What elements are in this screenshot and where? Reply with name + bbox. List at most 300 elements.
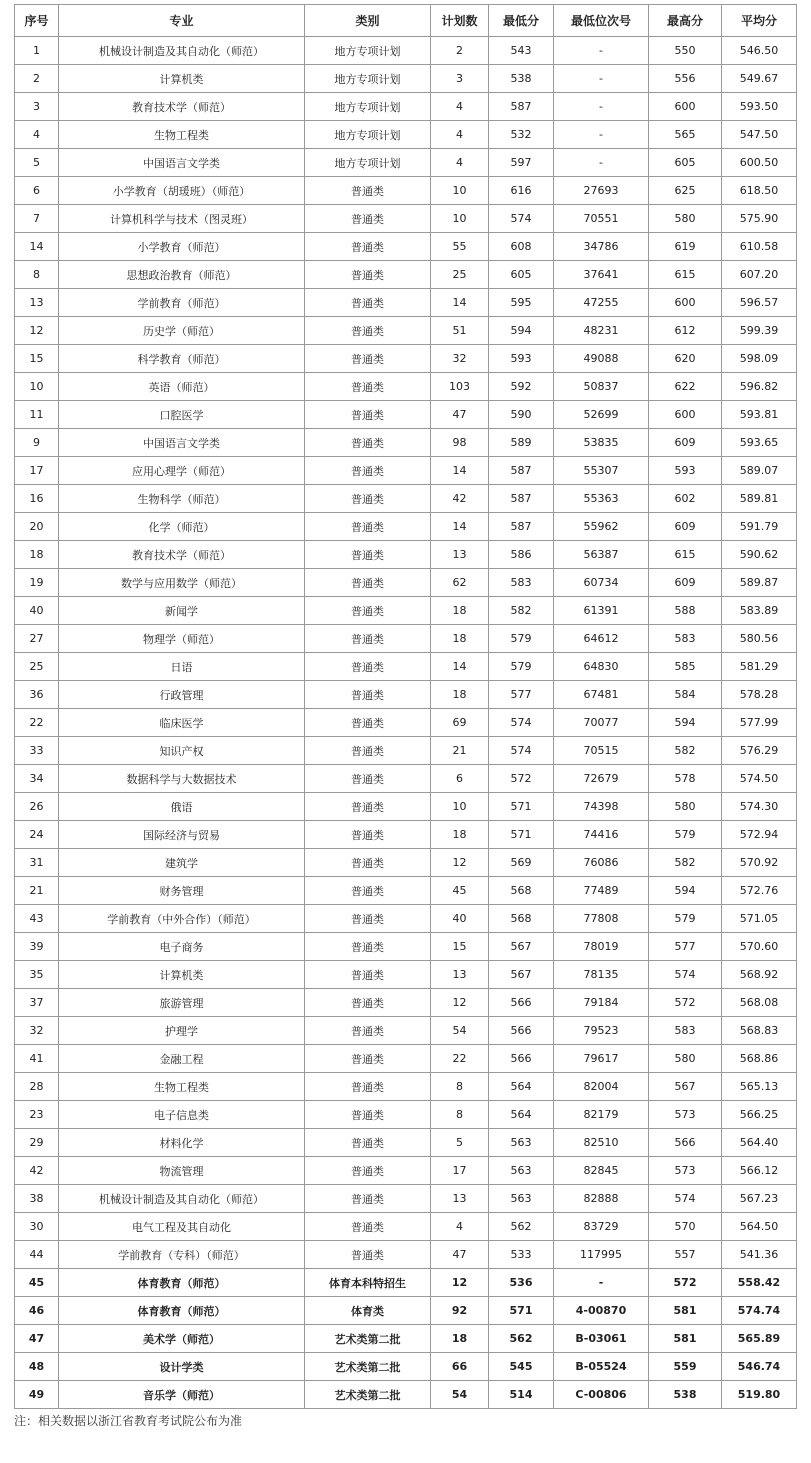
table-row xyxy=(15,1269,797,1297)
cell-index: 19 xyxy=(15,569,59,597)
cell-avg-score: 590.62 xyxy=(722,541,797,569)
cell-plan-count: 10 xyxy=(431,793,489,821)
table-row xyxy=(15,205,797,233)
cell-min-score: 589 xyxy=(489,429,554,457)
cell-plan-count: 18 xyxy=(431,1325,489,1353)
cell-min-rank: 55363 xyxy=(554,485,649,513)
cell-index: 42 xyxy=(15,1157,59,1185)
cell-category: 普通类 xyxy=(305,1129,431,1157)
cell-avg-score: 589.07 xyxy=(722,457,797,485)
table-row xyxy=(15,541,797,569)
cell-plan-count: 6 xyxy=(431,765,489,793)
cell-major: 应用心理学（师范） xyxy=(59,457,305,485)
cell-min-score: 592 xyxy=(489,373,554,401)
cell-max-score: 579 xyxy=(649,905,722,933)
cell-category: 普通类 xyxy=(305,541,431,569)
cell-plan-count: 18 xyxy=(431,625,489,653)
table-row xyxy=(15,401,797,429)
cell-category: 普通类 xyxy=(305,625,431,653)
cell-avg-score: 610.58 xyxy=(722,233,797,261)
cell-min-rank: 55307 xyxy=(554,457,649,485)
cell-avg-score: 572.76 xyxy=(722,877,797,905)
cell-category: 普通类 xyxy=(305,1073,431,1101)
cell-max-score: 615 xyxy=(649,261,722,289)
cell-max-score: 573 xyxy=(649,1157,722,1185)
cell-min-score: 582 xyxy=(489,597,554,625)
cell-major: 物流管理 xyxy=(59,1157,305,1185)
cell-min-score: 563 xyxy=(489,1185,554,1213)
cell-plan-count: 32 xyxy=(431,345,489,373)
cell-avg-score: 593.50 xyxy=(722,93,797,121)
cell-max-score: 588 xyxy=(649,597,722,625)
table-row xyxy=(15,1381,797,1409)
cell-category: 普通类 xyxy=(305,289,431,317)
cell-category: 普通类 xyxy=(305,1017,431,1045)
cell-min-score: 605 xyxy=(489,261,554,289)
cell-min-score: 571 xyxy=(489,793,554,821)
cell-major: 计算机类 xyxy=(59,65,305,93)
cell-plan-count: 42 xyxy=(431,485,489,513)
cell-min-rank: C-00806 xyxy=(554,1381,649,1409)
table-row xyxy=(15,681,797,709)
cell-min-score: 579 xyxy=(489,653,554,681)
table-row xyxy=(15,989,797,1017)
cell-plan-count: 14 xyxy=(431,457,489,485)
cell-avg-score: 574.50 xyxy=(722,765,797,793)
cell-max-score: 583 xyxy=(649,625,722,653)
cell-category: 普通类 xyxy=(305,317,431,345)
cell-max-score: 577 xyxy=(649,933,722,961)
cell-avg-score: 577.99 xyxy=(722,709,797,737)
cell-avg-score: 570.60 xyxy=(722,933,797,961)
cell-index: 23 xyxy=(15,1101,59,1129)
cell-min-rank: 34786 xyxy=(554,233,649,261)
cell-major: 学前教育（专科）（师范） xyxy=(59,1241,305,1269)
cell-major: 中国语言文学类 xyxy=(59,149,305,177)
header-cell-plan-count: 计划数 xyxy=(431,5,489,37)
cell-min-rank: 82845 xyxy=(554,1157,649,1185)
cell-max-score: 585 xyxy=(649,653,722,681)
cell-min-rank: 79523 xyxy=(554,1017,649,1045)
cell-major: 美术学（师范） xyxy=(59,1325,305,1353)
cell-index: 22 xyxy=(15,709,59,737)
cell-category: 艺术类第二批 xyxy=(305,1325,431,1353)
header-cell-min-score: 最低分 xyxy=(489,5,554,37)
cell-category: 普通类 xyxy=(305,1185,431,1213)
cell-avg-score: 564.50 xyxy=(722,1213,797,1241)
cell-max-score: 550 xyxy=(649,37,722,65)
cell-avg-score: 593.65 xyxy=(722,429,797,457)
cell-min-score: 586 xyxy=(489,541,554,569)
cell-max-score: 583 xyxy=(649,1017,722,1045)
cell-plan-count: 55 xyxy=(431,233,489,261)
cell-min-rank: 64612 xyxy=(554,625,649,653)
cell-category: 地方专项计划 xyxy=(305,121,431,149)
cell-max-score: 581 xyxy=(649,1325,722,1353)
cell-min-score: 566 xyxy=(489,1017,554,1045)
cell-avg-score: 546.74 xyxy=(722,1353,797,1381)
cell-min-rank: 82004 xyxy=(554,1073,649,1101)
cell-category: 地方专项计划 xyxy=(305,37,431,65)
table-row xyxy=(15,513,797,541)
table-row xyxy=(15,93,797,121)
table-row xyxy=(15,177,797,205)
cell-avg-score: 607.20 xyxy=(722,261,797,289)
cell-plan-count: 4 xyxy=(431,121,489,149)
cell-major: 计算机类 xyxy=(59,961,305,989)
cell-avg-score: 567.23 xyxy=(722,1185,797,1213)
cell-min-score: 563 xyxy=(489,1129,554,1157)
cell-max-score: 579 xyxy=(649,821,722,849)
cell-avg-score: 541.36 xyxy=(722,1241,797,1269)
cell-major: 知识产权 xyxy=(59,737,305,765)
cell-avg-score: 574.74 xyxy=(722,1297,797,1325)
cell-major: 电子商务 xyxy=(59,933,305,961)
cell-min-score: 536 xyxy=(489,1269,554,1297)
cell-avg-score: 568.83 xyxy=(722,1017,797,1045)
cell-min-score: 579 xyxy=(489,625,554,653)
cell-category: 地方专项计划 xyxy=(305,149,431,177)
cell-index: 11 xyxy=(15,401,59,429)
cell-max-score: 605 xyxy=(649,149,722,177)
cell-index: 31 xyxy=(15,849,59,877)
cell-plan-count: 13 xyxy=(431,1185,489,1213)
cell-index: 44 xyxy=(15,1241,59,1269)
cell-plan-count: 14 xyxy=(431,513,489,541)
cell-min-rank: 70551 xyxy=(554,205,649,233)
cell-avg-score: 576.29 xyxy=(722,737,797,765)
cell-max-score: 581 xyxy=(649,1297,722,1325)
table-row xyxy=(15,65,797,93)
cell-index: 3 xyxy=(15,93,59,121)
cell-category: 普通类 xyxy=(305,205,431,233)
cell-min-score: 594 xyxy=(489,317,554,345)
cell-index: 16 xyxy=(15,485,59,513)
cell-plan-count: 92 xyxy=(431,1297,489,1325)
cell-min-rank: 82179 xyxy=(554,1101,649,1129)
cell-index: 13 xyxy=(15,289,59,317)
cell-index: 45 xyxy=(15,1269,59,1297)
table-row xyxy=(15,765,797,793)
header-cell-major: 专业 xyxy=(59,5,305,37)
cell-avg-score: 572.94 xyxy=(722,821,797,849)
cell-avg-score: 568.08 xyxy=(722,989,797,1017)
cell-plan-count: 8 xyxy=(431,1101,489,1129)
cell-index: 46 xyxy=(15,1297,59,1325)
cell-category: 地方专项计划 xyxy=(305,65,431,93)
cell-category: 普通类 xyxy=(305,1241,431,1269)
cell-major: 生物科学（师范） xyxy=(59,485,305,513)
cell-index: 30 xyxy=(15,1213,59,1241)
cell-max-score: 584 xyxy=(649,681,722,709)
cell-plan-count: 45 xyxy=(431,877,489,905)
cell-category: 艺术类第二批 xyxy=(305,1353,431,1381)
cell-major: 体育教育（师范） xyxy=(59,1269,305,1297)
cell-category: 普通类 xyxy=(305,429,431,457)
cell-min-score: 563 xyxy=(489,1157,554,1185)
cell-avg-score: 593.81 xyxy=(722,401,797,429)
footnote: 注：相关数据以浙江省教育考试院公布为准 xyxy=(14,1414,243,1428)
cell-avg-score: 578.28 xyxy=(722,681,797,709)
cell-plan-count: 5 xyxy=(431,1129,489,1157)
cell-major: 中国语言文学类 xyxy=(59,429,305,457)
cell-min-rank: 77808 xyxy=(554,905,649,933)
cell-min-rank: 52699 xyxy=(554,401,649,429)
cell-max-score: 594 xyxy=(649,877,722,905)
cell-category: 普通类 xyxy=(305,177,431,205)
table-row xyxy=(15,821,797,849)
cell-major: 生物工程类 xyxy=(59,121,305,149)
table-row xyxy=(15,1073,797,1101)
cell-major: 思想政治教育（师范） xyxy=(59,261,305,289)
cell-major: 化学（师范） xyxy=(59,513,305,541)
cell-max-score: 574 xyxy=(649,961,722,989)
cell-min-score: 587 xyxy=(489,93,554,121)
cell-avg-score: 574.30 xyxy=(722,793,797,821)
cell-min-score: 574 xyxy=(489,737,554,765)
cell-category: 普通类 xyxy=(305,793,431,821)
cell-category: 艺术类第二批 xyxy=(305,1381,431,1409)
table-row xyxy=(15,625,797,653)
cell-min-score: 595 xyxy=(489,289,554,317)
cell-min-rank: - xyxy=(554,121,649,149)
table-row xyxy=(15,1325,797,1353)
cell-avg-score: 558.42 xyxy=(722,1269,797,1297)
cell-avg-score: 566.25 xyxy=(722,1101,797,1129)
table-row xyxy=(15,1297,797,1325)
table-row xyxy=(15,793,797,821)
cell-max-score: 600 xyxy=(649,401,722,429)
cell-min-rank: 60734 xyxy=(554,569,649,597)
cell-min-rank: 70515 xyxy=(554,737,649,765)
cell-index: 12 xyxy=(15,317,59,345)
cell-max-score: 593 xyxy=(649,457,722,485)
table-row xyxy=(15,1157,797,1185)
cell-min-score: 566 xyxy=(489,1045,554,1073)
cell-min-rank: B-03061 xyxy=(554,1325,649,1353)
cell-index: 5 xyxy=(15,149,59,177)
table-row xyxy=(15,1129,797,1157)
table-row xyxy=(15,1185,797,1213)
cell-avg-score: 568.86 xyxy=(722,1045,797,1073)
cell-min-rank: - xyxy=(554,93,649,121)
cell-plan-count: 13 xyxy=(431,541,489,569)
cell-major: 小学教育（胡瑗班）（师范） xyxy=(59,177,305,205)
cell-category: 体育本科特招生 xyxy=(305,1269,431,1297)
cell-min-score: 574 xyxy=(489,709,554,737)
table-row xyxy=(15,1101,797,1129)
cell-min-rank: 61391 xyxy=(554,597,649,625)
cell-plan-count: 47 xyxy=(431,1241,489,1269)
cell-major: 计算机科学与技术（图灵班） xyxy=(59,205,305,233)
cell-index: 15 xyxy=(15,345,59,373)
cell-avg-score: 596.82 xyxy=(722,373,797,401)
cell-min-score: 564 xyxy=(489,1101,554,1129)
cell-index: 21 xyxy=(15,877,59,905)
cell-min-rank: 82888 xyxy=(554,1185,649,1213)
cell-avg-score: 581.29 xyxy=(722,653,797,681)
cell-min-score: 587 xyxy=(489,457,554,485)
cell-min-rank: B-05524 xyxy=(554,1353,649,1381)
header-cell-category: 类别 xyxy=(305,5,431,37)
table-header xyxy=(15,5,797,37)
cell-min-rank: 79184 xyxy=(554,989,649,1017)
cell-index: 38 xyxy=(15,1185,59,1213)
cell-index: 18 xyxy=(15,541,59,569)
cell-index: 48 xyxy=(15,1353,59,1381)
cell-category: 普通类 xyxy=(305,961,431,989)
cell-min-score: 571 xyxy=(489,1297,554,1325)
cell-plan-count: 54 xyxy=(431,1381,489,1409)
cell-min-rank: - xyxy=(554,1269,649,1297)
table-row xyxy=(15,1241,797,1269)
cell-max-score: 578 xyxy=(649,765,722,793)
cell-max-score: 580 xyxy=(649,205,722,233)
table-body xyxy=(15,37,797,1409)
cell-major: 临床医学 xyxy=(59,709,305,737)
cell-category: 普通类 xyxy=(305,765,431,793)
cell-category: 普通类 xyxy=(305,1213,431,1241)
table-row xyxy=(15,1353,797,1381)
cell-index: 43 xyxy=(15,905,59,933)
cell-min-rank: 56387 xyxy=(554,541,649,569)
cell-min-rank: 55962 xyxy=(554,513,649,541)
table-row xyxy=(15,905,797,933)
table-row xyxy=(15,289,797,317)
cell-min-rank: 72679 xyxy=(554,765,649,793)
cell-max-score: 559 xyxy=(649,1353,722,1381)
cell-index: 26 xyxy=(15,793,59,821)
cell-avg-score: 546.50 xyxy=(722,37,797,65)
cell-avg-score: 566.12 xyxy=(722,1157,797,1185)
cell-major: 数据科学与大数据技术 xyxy=(59,765,305,793)
table-row xyxy=(15,457,797,485)
table-row xyxy=(15,485,797,513)
cell-plan-count: 21 xyxy=(431,737,489,765)
table-row xyxy=(15,709,797,737)
cell-major: 设计学类 xyxy=(59,1353,305,1381)
table-row xyxy=(15,877,797,905)
cell-max-score: 620 xyxy=(649,345,722,373)
cell-min-rank: 117995 xyxy=(554,1241,649,1269)
table-row xyxy=(15,429,797,457)
cell-plan-count: 25 xyxy=(431,261,489,289)
cell-min-rank: 49088 xyxy=(554,345,649,373)
cell-index: 6 xyxy=(15,177,59,205)
cell-major: 电子信息类 xyxy=(59,1101,305,1129)
header-cell-max-score: 最高分 xyxy=(649,5,722,37)
cell-max-score: 557 xyxy=(649,1241,722,1269)
cell-min-score: 566 xyxy=(489,989,554,1017)
table-row xyxy=(15,261,797,289)
cell-category: 普通类 xyxy=(305,569,431,597)
cell-category: 普通类 xyxy=(305,597,431,625)
cell-avg-score: 571.05 xyxy=(722,905,797,933)
cell-max-score: 580 xyxy=(649,793,722,821)
cell-min-rank: 79617 xyxy=(554,1045,649,1073)
admission-scores-table xyxy=(14,4,797,1409)
cell-plan-count: 18 xyxy=(431,821,489,849)
cell-category: 普通类 xyxy=(305,485,431,513)
cell-avg-score: 568.92 xyxy=(722,961,797,989)
cell-max-score: 580 xyxy=(649,1045,722,1073)
cell-major: 新闻学 xyxy=(59,597,305,625)
cell-min-score: 574 xyxy=(489,205,554,233)
cell-min-score: 590 xyxy=(489,401,554,429)
cell-max-score: 582 xyxy=(649,737,722,765)
cell-avg-score: 564.40 xyxy=(722,1129,797,1157)
cell-major: 机械设计制造及其自动化（师范） xyxy=(59,37,305,65)
cell-major: 教育技术学（师范） xyxy=(59,93,305,121)
cell-index: 8 xyxy=(15,261,59,289)
cell-index: 14 xyxy=(15,233,59,261)
cell-category: 普通类 xyxy=(305,933,431,961)
cell-max-score: 572 xyxy=(649,1269,722,1297)
cell-major: 旅游管理 xyxy=(59,989,305,1017)
cell-max-score: 572 xyxy=(649,989,722,1017)
cell-major: 物理学（师范） xyxy=(59,625,305,653)
cell-plan-count: 103 xyxy=(431,373,489,401)
cell-plan-count: 54 xyxy=(431,1017,489,1045)
cell-avg-score: 591.79 xyxy=(722,513,797,541)
cell-plan-count: 12 xyxy=(431,849,489,877)
cell-max-score: 619 xyxy=(649,233,722,261)
cell-index: 1 xyxy=(15,37,59,65)
cell-plan-count: 3 xyxy=(431,65,489,93)
cell-max-score: 565 xyxy=(649,121,722,149)
cell-min-score: 577 xyxy=(489,681,554,709)
cell-avg-score: 519.80 xyxy=(722,1381,797,1409)
cell-min-score: 562 xyxy=(489,1213,554,1241)
cell-min-score: 533 xyxy=(489,1241,554,1269)
cell-plan-count: 2 xyxy=(431,37,489,65)
cell-min-rank: - xyxy=(554,65,649,93)
cell-max-score: 574 xyxy=(649,1185,722,1213)
cell-min-rank: 50837 xyxy=(554,373,649,401)
cell-index: 34 xyxy=(15,765,59,793)
cell-plan-count: 98 xyxy=(431,429,489,457)
cell-min-rank: 70077 xyxy=(554,709,649,737)
cell-max-score: 600 xyxy=(649,289,722,317)
cell-min-score: 568 xyxy=(489,905,554,933)
table-row xyxy=(15,121,797,149)
cell-max-score: 556 xyxy=(649,65,722,93)
cell-avg-score: 589.81 xyxy=(722,485,797,513)
cell-category: 地方专项计划 xyxy=(305,93,431,121)
cell-max-score: 538 xyxy=(649,1381,722,1409)
cell-avg-score: 599.39 xyxy=(722,317,797,345)
table-row xyxy=(15,933,797,961)
cell-index: 7 xyxy=(15,205,59,233)
cell-min-score: 567 xyxy=(489,961,554,989)
cell-major: 教育技术学（师范） xyxy=(59,541,305,569)
cell-major: 体育教育（师范） xyxy=(59,1297,305,1325)
cell-plan-count: 40 xyxy=(431,905,489,933)
cell-index: 2 xyxy=(15,65,59,93)
cell-min-score: 538 xyxy=(489,65,554,93)
cell-avg-score: 596.57 xyxy=(722,289,797,317)
cell-index: 10 xyxy=(15,373,59,401)
cell-avg-score: 589.87 xyxy=(722,569,797,597)
cell-major: 护理学 xyxy=(59,1017,305,1045)
cell-avg-score: 565.89 xyxy=(722,1325,797,1353)
cell-plan-count: 62 xyxy=(431,569,489,597)
cell-category: 体育类 xyxy=(305,1297,431,1325)
header-row xyxy=(15,5,797,37)
cell-category: 普通类 xyxy=(305,457,431,485)
cell-avg-score: 565.13 xyxy=(722,1073,797,1101)
cell-max-score: 625 xyxy=(649,177,722,205)
